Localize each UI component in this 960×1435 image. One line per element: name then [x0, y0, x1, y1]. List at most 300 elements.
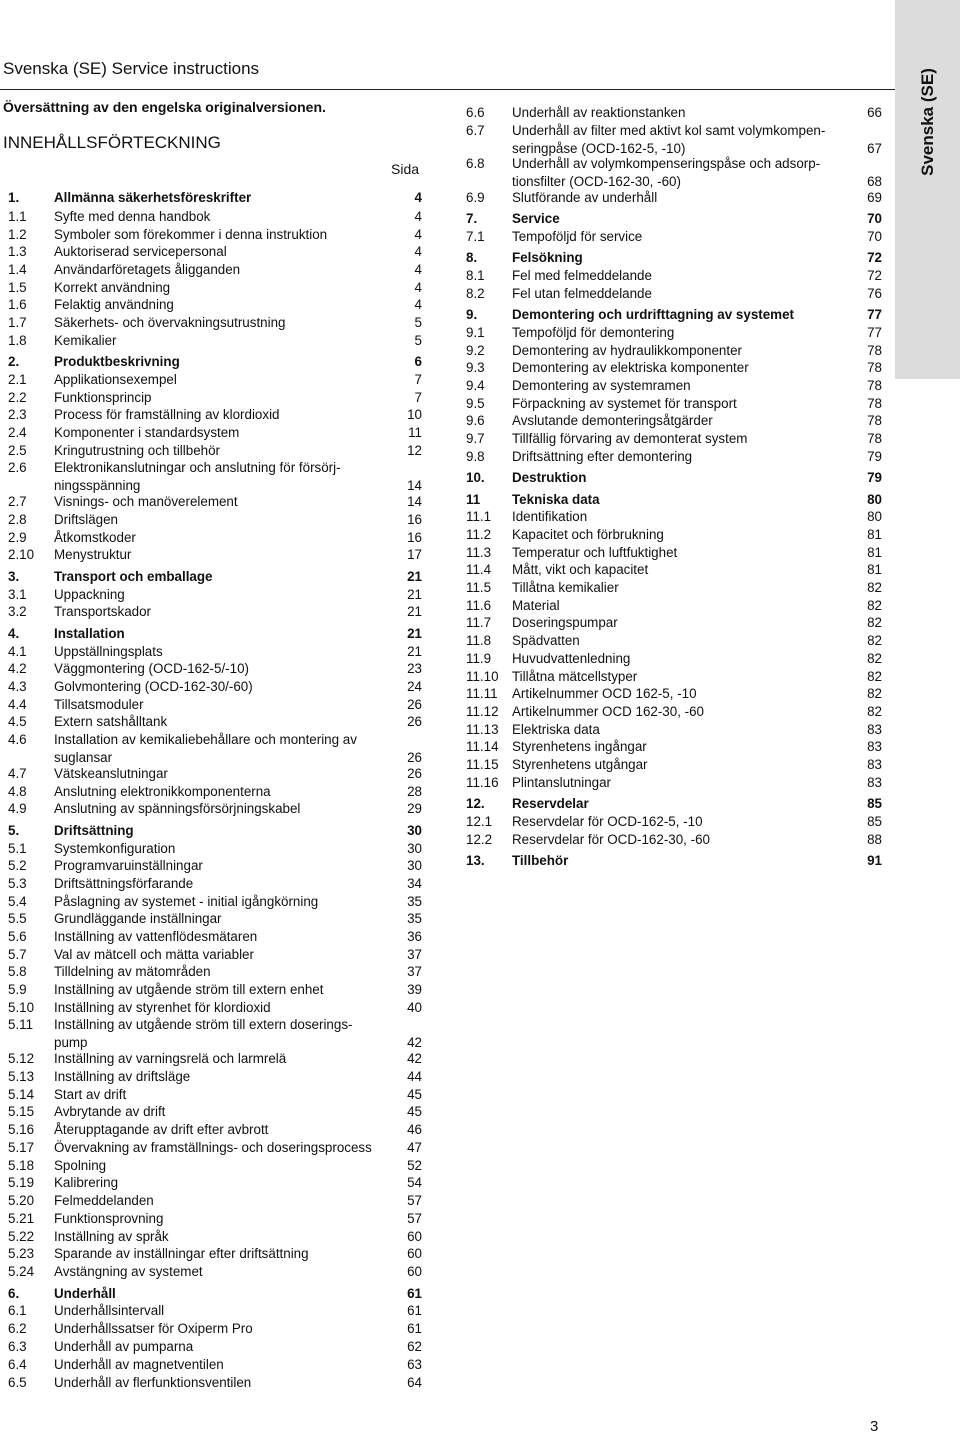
toc-entry-title [54, 1121, 382, 1139]
toc-entry-number: 5.9 [8, 982, 27, 997]
toc-entry-title [512, 668, 842, 686]
toc-entry-title [54, 981, 382, 999]
toc-entry-title-line: Funktionsprovning [54, 1211, 164, 1226]
toc-entry-title [54, 208, 382, 226]
toc-entry-title [512, 544, 842, 562]
toc-entry-page: 21 [407, 587, 422, 602]
toc-entry-page: 7 [414, 372, 422, 387]
toc-entry-page: 11 [408, 425, 422, 440]
toc-entry-page: 21 [407, 626, 422, 641]
toc-entry-number: 8.2 [466, 286, 485, 301]
toc-entry-title [512, 189, 842, 207]
toc-entry-page: 82 [867, 686, 882, 701]
toc-entry-title-line: Driftsättning efter demontering [512, 449, 693, 464]
toc-entry-number: 9.5 [466, 396, 485, 411]
toc-entry-page: 35 [407, 894, 422, 909]
toc-entry-number: 6.9 [466, 190, 485, 205]
toc-entry-title-line: Installation [54, 626, 125, 641]
toc-entry-number: 11.6 [466, 598, 492, 613]
toc-entry-title [512, 228, 842, 246]
toc-entry-title [54, 765, 382, 783]
toc-entry-page: 62 [407, 1339, 422, 1354]
toc-entry-number: 11.5 [466, 580, 492, 595]
toc-entry-title-line: Demontering och urdrifttagning av systemet [512, 307, 794, 322]
toc-entry-page: 4 [414, 209, 422, 224]
toc-entry-page: 23 [407, 661, 422, 676]
toc-entry-title [54, 1285, 382, 1303]
toc-entry-number: 9.8 [466, 449, 485, 464]
toc-entry-title [512, 632, 842, 650]
toc-entry-title-line: Komponenter i standardsystem [54, 425, 240, 440]
toc-entry-page: 44 [407, 1069, 422, 1084]
toc-entry-title-line: Tempoföljd för demontering [512, 325, 675, 340]
toc-entry-page: 72 [867, 250, 882, 265]
toc-entry-number: 5. [8, 823, 20, 838]
toc-entry-number: 11.7 [466, 615, 492, 630]
toc-entry-page: 35 [407, 911, 422, 926]
toc-entry-title-line: Inställning av utgående ström till extern enhet [54, 982, 324, 997]
toc-entry-number: 5.12 [8, 1051, 35, 1066]
toc-entry-title-line: Inställning av styrenhet för klordioxid [54, 1000, 271, 1015]
toc-entry-number: 6.8 [466, 156, 485, 171]
toc-heading: INNEHÅLLSFÖRTECKNING [3, 133, 221, 152]
toc-entry-title-line: Fel utan felmeddelande [512, 286, 652, 301]
toc-entry-title-line: Grundläggande inställningar [54, 911, 222, 926]
toc-entry-number: 13. [466, 853, 485, 868]
toc-entry-number: 9.1 [466, 325, 485, 340]
toc-entry-title-line: Underhåll av reaktionstanken [512, 105, 686, 120]
toc-entry-number: 5.5 [8, 911, 27, 926]
toc-entry-page: 30 [407, 823, 422, 838]
toc-entry-page: 83 [867, 757, 882, 772]
toc-entry-title-line: Tillbehör [512, 853, 569, 868]
toc-entry-number: 11.4 [466, 562, 492, 577]
toc-entry-number: 1.1 [8, 209, 27, 224]
toc-entry-number: 2.10 [8, 547, 35, 562]
toc-entry-page: 78 [867, 413, 882, 428]
toc-entry-title-line: Systemkonfiguration [54, 841, 176, 856]
toc-entry-number: 2.1 [8, 372, 27, 387]
toc-entry-page: 42 [407, 1034, 422, 1050]
toc-entry-title-line: Driftslägen [54, 512, 119, 527]
page-column-label: Sida [391, 161, 420, 177]
toc-entry-number: 1.7 [8, 315, 27, 330]
toc-entry-title-line: Doseringspumpar [512, 615, 618, 630]
toc-entry-title-line: Tempoföljd för service [512, 229, 643, 244]
toc-entry-title [54, 1157, 382, 1175]
toc-entry-number: 5.8 [8, 964, 27, 979]
toc-entry-number: 4. [8, 626, 20, 641]
toc-entry-title [54, 643, 382, 661]
toc-entry-title [512, 448, 842, 466]
toc-entry-title [54, 371, 382, 389]
toc-entry-title [512, 469, 842, 487]
toc-entry-title-line: Driftsättningsförfarande [54, 876, 194, 891]
toc-entry-number: 1. [8, 190, 20, 205]
toc-entry-title-line: Material [512, 598, 560, 613]
toc-entry-title-line: Kapacitet och förbrukning [512, 527, 664, 542]
toc-entry-title [54, 1320, 382, 1338]
toc-entry-page: 24 [407, 679, 422, 694]
toc-entry-title-line: Användarföretagets åligganden [54, 262, 241, 277]
toc-entry-number: 5.24 [8, 1264, 35, 1279]
toc-entry-number: 6.5 [8, 1375, 27, 1390]
toc-entry-title-line: Underhållsintervall [54, 1303, 165, 1318]
toc-entry-number: 5.22 [8, 1229, 35, 1244]
toc-entry-title-line: Underhåll av volymkompenseringspåse och adsorp- [512, 156, 821, 171]
toc-entry-page: 79 [867, 449, 882, 464]
toc-entry-number: 11.14 [466, 739, 499, 754]
toc-entry-number: 2.6 [8, 460, 27, 475]
toc-entry-title-line: Underhåll av flerfunktionsventilen [54, 1375, 252, 1390]
toc-entry-page: 70 [867, 229, 882, 244]
toc-entry-page: 78 [867, 360, 882, 375]
toc-entry-page: 68 [867, 173, 882, 189]
toc-entry-title [512, 306, 842, 324]
toc-entry-title [54, 857, 382, 875]
toc-entry-page: 26 [407, 697, 422, 712]
toc-entry-title [512, 508, 842, 526]
toc-entry-number: 1.4 [8, 262, 27, 277]
toc-entry-number: 5.7 [8, 947, 27, 962]
toc-entry-page: 82 [867, 633, 882, 648]
toc-entry-number: 11.10 [466, 669, 499, 684]
toc-entry-title-line: Övervakning av framställnings- och doseringsprocess [54, 1140, 372, 1155]
toc-entry-number: 2.5 [8, 443, 27, 458]
toc-entry-title-line: Tekniska data [512, 492, 600, 507]
toc-entry-title [54, 493, 382, 511]
toc-entry-page: 17 [407, 547, 422, 562]
toc-entry-page: 91 [867, 853, 882, 868]
toc-entry-page: 66 [867, 105, 882, 120]
toc-entry-number: 6.1 [8, 1303, 27, 1318]
toc-entry-page: 40 [407, 1000, 422, 1015]
toc-entry-page: 57 [407, 1193, 422, 1208]
toc-entry-page: 52 [407, 1158, 422, 1173]
toc-entry-title [512, 650, 842, 668]
toc-entry-number: 11.13 [466, 722, 499, 737]
toc-entry-title [54, 314, 382, 332]
toc-entry-page: 79 [867, 470, 882, 485]
toc-entry-title-line: Avslutande demonteringsåtgärder [512, 413, 713, 428]
toc-entry-title-line: Spädvatten [512, 633, 580, 648]
toc-entry-page: 81 [867, 527, 882, 542]
toc-entry-number: 12. [466, 796, 485, 811]
toc-entry-page: 4 [414, 280, 422, 295]
toc-entry-number: 11.8 [466, 633, 492, 648]
toc-entry-title-continuation: ningsspänning [54, 477, 141, 493]
toc-entry-page: 60 [407, 1264, 422, 1279]
toc-entry-page: 77 [867, 325, 882, 340]
toc-entry-title [54, 1050, 382, 1068]
toc-entry-number: 5.19 [8, 1175, 35, 1190]
toc-entry-number: 9. [466, 307, 478, 322]
toc-entry-title-line: Felmeddelanden [54, 1193, 154, 1208]
toc-entry-title [54, 893, 382, 911]
toc-entry-title-line: Uppackning [54, 587, 125, 602]
toc-entry-title-line: Artikelnummer OCD 162-5, -10 [512, 686, 697, 701]
toc-entry-title-continuation: tionsfilter (OCD-162-30, -60) [512, 173, 681, 189]
toc-entry-page: 78 [867, 396, 882, 411]
toc-entry-title-line: Tillåtna kemikalier [512, 580, 619, 595]
toc-entry-number: 4.4 [8, 697, 27, 712]
toc-entry-title-line: Kemikalier [54, 333, 117, 348]
toc-entry-title-line: Allmänna säkerhetsföreskrifter [54, 190, 252, 205]
toc-entry-number: 1.2 [8, 227, 27, 242]
toc-entry-title-line: Åtkomstkoder [54, 530, 136, 545]
toc-entry-page: 14 [407, 477, 422, 493]
toc-entry-number: 6.7 [466, 123, 485, 138]
toc-entry-page: 67 [867, 140, 882, 156]
toc-entry-title-continuation: suglansar [54, 749, 113, 765]
toc-entry-page: 60 [407, 1246, 422, 1261]
toc-entry-title-line: Demontering av elektriska komponenter [512, 360, 749, 375]
toc-entry-number: 3.2 [8, 604, 27, 619]
toc-entry-number: 4.1 [8, 644, 27, 659]
toc-entry-title-line: Identifikation [512, 509, 588, 524]
toc-entry-page: 7 [414, 390, 422, 405]
toc-entry-title [54, 243, 382, 261]
toc-entry-title [54, 875, 382, 893]
toc-entry-title [54, 731, 382, 766]
toc-entry-number: 11.11 [466, 686, 498, 701]
toc-entry-page: 42 [407, 1051, 422, 1066]
toc-entry-title-line: Service [512, 211, 560, 226]
toc-entry-title [54, 296, 382, 314]
toc-entry-title [512, 359, 842, 377]
toc-entry-title [54, 840, 382, 858]
toc-entry-title-line: Felaktig användning [54, 297, 174, 312]
toc-entry-title-line: Artikelnummer OCD 162-30, -60 [512, 704, 705, 719]
toc-entry-title-line: Visnings- och manöverelement [54, 494, 238, 509]
toc-entry-page: 4 [414, 244, 422, 259]
toc-entry-number: 5.23 [8, 1246, 35, 1261]
toc-entry-page: 80 [867, 509, 882, 524]
toc-entry-page: 61 [407, 1286, 422, 1301]
toc-entry-title [512, 685, 842, 703]
toc-entry-page: 85 [867, 796, 882, 811]
toc-entry-number: 9.4 [466, 378, 485, 393]
toc-entry-page: 4 [414, 190, 422, 205]
toc-entry-title-line: Anslutning av spänningsförsörjningskabel [54, 801, 301, 816]
toc-entry-title [512, 267, 842, 285]
toc-entry-number: 2.4 [8, 425, 27, 440]
toc-entry-title [512, 795, 842, 813]
toc-entry-number: 5.3 [8, 876, 27, 891]
toc-entry-page: 5 [414, 333, 422, 348]
toc-entry-page: 82 [867, 615, 882, 630]
toc-entry-title [54, 189, 382, 207]
toc-entry-page: 72 [867, 268, 882, 283]
toc-entry-number: 11.1 [466, 509, 492, 524]
toc-entry-title [54, 999, 382, 1017]
toc-entry-number: 2.9 [8, 530, 27, 545]
toc-entry-number: 3.1 [8, 587, 27, 602]
toc-entry-title [512, 579, 842, 597]
toc-entry-title [512, 561, 842, 579]
toc-entry-title-line: Mått, vikt och kapacitet [512, 562, 649, 577]
toc-entry-title-line: Destruktion [512, 470, 587, 485]
toc-entry-number: 1.5 [8, 280, 27, 295]
toc-entry-title [512, 756, 842, 774]
toc-entry-title [512, 597, 842, 615]
toc-entry-title-line: Fel med felmeddelande [512, 268, 652, 283]
toc-entry-title [512, 412, 842, 430]
toc-entry-number: 4.9 [8, 801, 27, 816]
toc-entry-page: 81 [867, 545, 882, 560]
toc-entry-title [54, 332, 382, 350]
toc-entry-title-line: Produktbeskrivning [54, 354, 180, 369]
toc-entry-title-line: Sparande av inställningar efter driftsättning [54, 1246, 309, 1261]
toc-entry-title-line: Återupptagande av drift efter avbrott [54, 1122, 269, 1137]
toc-entry-number: 4.8 [8, 784, 27, 799]
toc-entry-title [512, 395, 842, 413]
toc-entry-number: 11 [466, 492, 481, 507]
toc-entry-title-line: Kringutrustning och tillbehör [54, 443, 220, 458]
toc-entry-number: 9.6 [466, 413, 485, 428]
toc-entry-number: 1.6 [8, 297, 27, 312]
toc-entry-title [54, 946, 382, 964]
toc-entry-title-line: Symboler som förekommer i denna instruktion [54, 227, 328, 242]
toc-entry-title-line: Vätskeanslutningar [54, 766, 168, 781]
toc-entry-number: 5.4 [8, 894, 27, 909]
toc-entry-page: 80 [867, 492, 882, 507]
toc-entry-number: 11.12 [466, 704, 499, 719]
toc-entry-title-line: Underhållssatser för Oxiperm Pro [54, 1321, 253, 1336]
toc-entry-page: 64 [407, 1375, 422, 1390]
toc-entry-number: 4.3 [8, 679, 27, 694]
toc-entry-title [54, 1139, 382, 1157]
toc-entry-page: 36 [407, 929, 422, 944]
toc-entry-title-line: Styrenhetens utgångar [512, 757, 648, 772]
toc-entry-number: 1.3 [8, 244, 27, 259]
toc-entry-title [512, 614, 842, 632]
toc-entry-page: 82 [867, 580, 882, 595]
toc-entry-page: 82 [867, 651, 882, 666]
toc-entry-number: 5.1 [8, 841, 27, 856]
toc-entry-title-line: Inställning av driftsläge [54, 1069, 191, 1084]
toc-entry-title [512, 377, 842, 395]
toc-entry-number: 7. [466, 211, 478, 226]
toc-entry-number: 2. [8, 354, 20, 369]
toc-entry-title [54, 1210, 382, 1228]
toc-entry-title [54, 910, 382, 928]
toc-entry-number: 12.2 [466, 832, 493, 847]
toc-entry-number: 4.5 [8, 714, 27, 729]
toc-entry-title [54, 963, 382, 981]
toc-entry-title [54, 678, 382, 696]
toc-entry-page: 28 [407, 784, 422, 799]
toc-entry-number: 5.18 [8, 1158, 35, 1173]
toc-entry-page: 82 [867, 669, 882, 684]
toc-entry-title [54, 783, 382, 801]
toc-entry-page: 45 [407, 1104, 422, 1119]
toc-entry-title-continuation: pump [54, 1034, 88, 1050]
toc-entry-title-line: Tillsatsmoduler [54, 697, 144, 712]
toc-entry-title-line: Start av drift [54, 1087, 127, 1102]
toc-entry-title [512, 324, 842, 342]
toc-entry-title [54, 800, 382, 818]
toc-entry-number: 5.13 [8, 1069, 35, 1084]
toc-entry-number: 6.3 [8, 1339, 27, 1354]
toc-entry-title-line: Funktionsprincip [54, 390, 152, 405]
toc-entry-title-line: Demontering av hydraulikkomponenter [512, 343, 742, 358]
toc-entry-title-line: Menystruktur [54, 547, 132, 562]
toc-entry-title-line: Inställning av språk [54, 1229, 169, 1244]
toc-entry-title [54, 511, 382, 529]
toc-entry-page: 16 [407, 530, 422, 545]
toc-entry-number: 4.2 [8, 661, 27, 676]
toc-entry-title-line: Inställning av vattenflödesmätaren [54, 929, 258, 944]
toc-entry-number: 6.6 [466, 105, 485, 120]
toc-entry-title-line: Tillåtna mätcellstyper [512, 669, 638, 684]
toc-entry-page: 61 [407, 1321, 422, 1336]
toc-entry-page: 14 [407, 494, 422, 509]
toc-entry-title [512, 122, 842, 157]
toc-entry-title-line: Extern satshålltank [54, 714, 168, 729]
toc-entry-page: 30 [407, 841, 422, 856]
toc-entry-page: 61 [407, 1303, 422, 1318]
toc-entry-title [512, 738, 842, 756]
language-side-tab [895, 0, 960, 379]
toc-entry-title-continuation: seringpåse (OCD-162-5, -10) [512, 140, 686, 156]
toc-entry-title [54, 389, 382, 407]
toc-entry-title-line: Elektronikanslutningar och anslutning för försörj- [54, 460, 341, 475]
toc-entry-title [54, 568, 382, 586]
toc-entry-page: 10 [407, 407, 422, 422]
toc-entry-title [512, 342, 842, 360]
toc-entry-title-line: Styrenhetens ingångar [512, 739, 647, 754]
toc-entry-number: 2.8 [8, 512, 27, 527]
toc-entry-number: 5.11 [8, 1017, 34, 1032]
toc-entry-page: 81 [867, 562, 882, 577]
page-number: 3 [870, 1418, 879, 1435]
toc-entry-page: 78 [867, 343, 882, 358]
toc-entry-title-line: Huvudvattenledning [512, 651, 631, 666]
toc-entry-page: 4 [414, 262, 422, 277]
toc-entry-title [54, 1245, 382, 1263]
toc-entry-title-line: Spolning [54, 1158, 107, 1173]
toc-entry-page: 37 [407, 964, 422, 979]
toc-entry-title-line: Tilldelning av mätområden [54, 964, 211, 979]
toc-entry-number: 4.6 [8, 732, 27, 747]
toc-entry-title [54, 1263, 382, 1281]
toc-entry-number: 2.2 [8, 390, 27, 405]
toc-entry-title-line: Val av mätcell och mätta variabler [54, 947, 254, 962]
toc-entry-page: 4 [414, 227, 422, 242]
toc-entry-page: 4 [414, 297, 422, 312]
toc-entry-title [54, 928, 382, 946]
toc-entry-title [54, 1302, 382, 1320]
toc-entry-title [54, 586, 382, 604]
toc-entry-title [54, 1338, 382, 1356]
toc-entry-title [54, 1068, 382, 1086]
toc-entry-number: 8. [466, 250, 478, 265]
toc-entry-title-line: Avstängning av systemet [54, 1264, 203, 1279]
toc-entry-page: 6 [414, 354, 422, 369]
toc-entry-title-line: Underhåll av magnetventilen [54, 1357, 224, 1372]
toc-entry-title [512, 210, 842, 228]
toc-entry-title-line: Inställning av varningsrelä och larmrelä [54, 1051, 287, 1066]
toc-entry-title [54, 660, 382, 678]
toc-entry-title [54, 459, 382, 494]
toc-entry-page: 26 [407, 749, 422, 765]
toc-entry-number: 8.1 [466, 268, 485, 283]
toc-entry-title [54, 1016, 382, 1051]
toc-entry-page: 78 [867, 378, 882, 393]
toc-entry-number: 2.3 [8, 407, 27, 422]
toc-entry-number: 11.2 [466, 527, 492, 542]
